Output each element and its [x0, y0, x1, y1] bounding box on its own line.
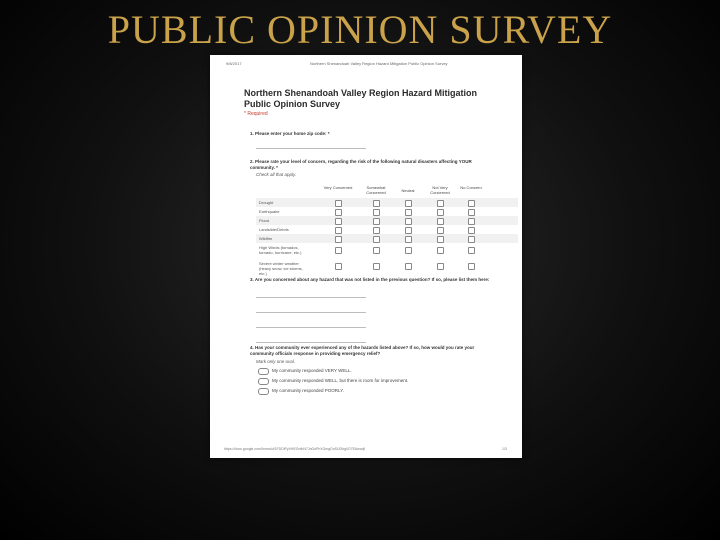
concern-checkbox[interactable] [437, 236, 444, 243]
concern-checkbox[interactable] [437, 247, 444, 254]
concern-checkbox[interactable] [468, 247, 475, 254]
question-4-hint: Mark only one oval. [256, 359, 296, 364]
concern-checkbox[interactable] [437, 209, 444, 216]
question-2-hint: Check all that apply. [256, 172, 297, 177]
header-date: 9/8/2017 [226, 61, 242, 66]
concern-checkbox[interactable] [468, 227, 475, 234]
row-label-earthquake: Earthquake [259, 209, 280, 214]
answer-line[interactable] [256, 312, 366, 313]
question-3: 3. Are you concerned about any hazard that was not listed in the previous question? If so, please list them here: [250, 277, 490, 282]
row-label-winter-weather: Severe winter weather (heavy snow, ice storms, etc.) [259, 261, 303, 276]
column-header: Very Concerned [323, 185, 353, 190]
concern-checkbox[interactable] [373, 247, 380, 254]
question-2: 2. Please rate your level of concern, regarding the risk of the following natural disasters affecting YOUR community. * [250, 159, 472, 170]
concern-checkbox[interactable] [335, 209, 342, 216]
row-label-landslide: Landslide/Debris [259, 227, 289, 232]
option-label: My community responded WELL, but there is room for improvement. [272, 378, 409, 383]
option-oval[interactable] [258, 388, 269, 395]
concern-checkbox[interactable] [468, 236, 475, 243]
option-oval[interactable] [258, 378, 269, 385]
column-header: No Concern [460, 185, 482, 190]
concern-checkbox[interactable] [405, 247, 412, 254]
concern-checkbox[interactable] [335, 218, 342, 225]
grid-row-band [256, 216, 518, 225]
answer-line[interactable] [256, 297, 366, 298]
header-title: Northern Shenandoah Valley Region Hazard Mitigation Public Opinion Survey [310, 61, 448, 66]
concern-checkbox[interactable] [405, 236, 412, 243]
row-label-wildfire: Wildfire [259, 236, 273, 241]
concern-checkbox[interactable] [437, 263, 444, 270]
concern-checkbox[interactable] [335, 236, 342, 243]
answer-line[interactable] [256, 327, 366, 328]
concern-checkbox[interactable] [468, 263, 475, 270]
concern-checkbox[interactable] [437, 227, 444, 234]
footer-url: https://docs.google.com/forms/d/1FDDiPyVHEGnfhN7JnGsPhXGmgDnSUDbg0O7EAwcqII [224, 447, 366, 451]
answer-line[interactable] [256, 342, 366, 343]
grid-row-band [256, 234, 518, 243]
concern-checkbox[interactable] [405, 227, 412, 234]
concern-checkbox[interactable] [373, 227, 380, 234]
concern-checkbox[interactable] [405, 263, 412, 270]
grid-row-band [256, 198, 518, 207]
concern-checkbox[interactable] [437, 218, 444, 225]
footer-page-number: 1/3 [502, 447, 507, 451]
concern-checkbox[interactable] [468, 218, 475, 225]
concern-checkbox[interactable] [373, 218, 380, 225]
concern-checkbox[interactable] [373, 200, 380, 207]
row-label-drought: Drought [259, 200, 274, 205]
option-label: My community responded VERY WELL. [272, 368, 352, 373]
concern-checkbox[interactable] [468, 200, 475, 207]
concern-checkbox[interactable] [437, 200, 444, 207]
required-note: * Required [244, 111, 268, 117]
zip-answer-line[interactable] [256, 148, 366, 149]
concern-checkbox[interactable] [468, 209, 475, 216]
slide-title: PUBLIC OPINION SURVEY [107, 7, 613, 52]
concern-checkbox[interactable] [335, 200, 342, 207]
survey-page-image [210, 55, 522, 458]
row-label-high-winds: High Winds (tornados, tornado, hurricane, etc.) [259, 245, 302, 255]
column-header: Somewhat Concerned [366, 185, 386, 195]
concern-checkbox[interactable] [335, 227, 342, 234]
column-header: Not Very Concerned [430, 185, 450, 195]
form-title: Northern Shenandoah Valley Region Hazard Mitigation Public Opinion Survey [244, 88, 478, 109]
concern-checkbox[interactable] [405, 218, 412, 225]
concern-checkbox[interactable] [405, 200, 412, 207]
concern-checkbox[interactable] [373, 209, 380, 216]
option-label: My community responded POORLY. [272, 388, 344, 393]
question-4: 4. Has your community ever experienced any of the hazards listed above? If so, how would you rate your community officials response in providing emergency relief? [250, 345, 475, 356]
row-label-flood: Flood [259, 218, 270, 223]
concern-checkbox[interactable] [373, 236, 380, 243]
column-header: Neutral [401, 188, 415, 193]
question-1: 1. Please enter your home zip code: * [250, 131, 330, 136]
concern-checkbox[interactable] [335, 247, 342, 254]
concern-checkbox[interactable] [335, 263, 342, 270]
concern-checkbox[interactable] [405, 209, 412, 216]
concern-checkbox[interactable] [373, 263, 380, 270]
option-oval[interactable] [258, 368, 269, 375]
